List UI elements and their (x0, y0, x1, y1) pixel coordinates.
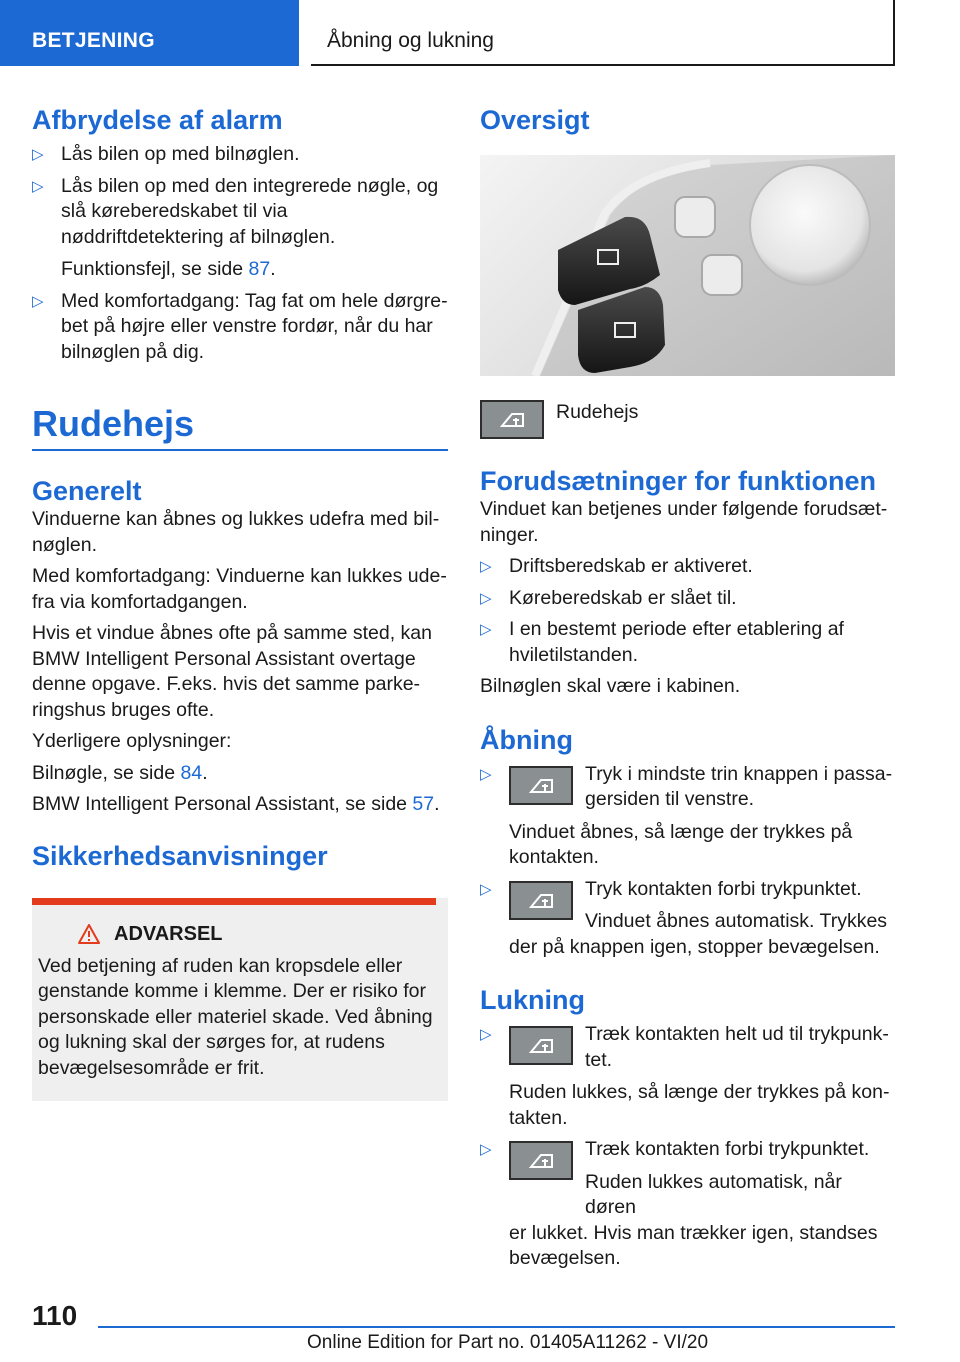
paragraph: Hvis et vindue åbnes ofte på samme sted, kan BMW Intelligent Personal Assistant overtage denne opgave. F.eks. hvis det samme parkeringshus bruges ofte. (32, 622, 432, 721)
warning-title: ADVARSEL (114, 922, 223, 945)
triangle-right-icon: ▷ (480, 589, 492, 607)
page-link-84[interactable]: 84 (180, 761, 203, 784)
forud-list (480, 554, 895, 668)
right-column (480, 100, 895, 1272)
alarm-list (32, 142, 448, 365)
page-header (311, 0, 895, 66)
list-item: ▷ Køreberedskab er slået til. (480, 586, 895, 612)
list-item: ▷ Driftsberedskab er aktiveret. (480, 554, 895, 580)
forud-heading: Forudsætninger for funktionen (480, 466, 876, 496)
list-item: ▷ Lås bilen op med den integrerede nøgle, og slå køreberedskabet til via nøddriftdetektering af bilnøglen. Funktionsfejl, se side 87. (32, 174, 448, 283)
triangle-right-icon: ▷ (32, 146, 44, 163)
section-label: BETJENING (32, 29, 155, 52)
lukning-list (480, 1022, 895, 1272)
footer-divider (98, 1326, 895, 1328)
safety-heading: Sikkerhedsanvisninger (32, 840, 328, 871)
triangle-right-icon: ▷ (480, 880, 492, 898)
rudehejs-heading: Rudehejs (32, 403, 195, 444)
paragraph: Bilnøglen skal være i kabinen. (480, 675, 741, 697)
page-link-87[interactable]: 87 (248, 258, 271, 280)
triangle-right-icon: ▷ (480, 558, 492, 575)
fault-reference: Funktionsfejl, se side 87. (61, 258, 276, 280)
generelt-heading: Generelt (32, 476, 142, 506)
reference-bilnoegle: Bilnøgle, se side 84. (32, 761, 208, 784)
list-item: ▷ Træk kontakten forbi trykpunktet. Ruden lukkes automatisk, når døren er lukket. Hvis man trækker igen, standses bevægelsen. (480, 1138, 878, 1269)
triangle-right-icon: ▷ (480, 765, 492, 783)
divider (32, 449, 448, 451)
triangle-right-icon: ▷ (480, 1141, 492, 1158)
lukning-heading: Lukning (480, 985, 585, 1015)
window-switch-icon (509, 1141, 573, 1180)
window-switch-icon (480, 400, 544, 439)
triangle-right-icon: ▷ (480, 621, 492, 638)
edition-note: Online Edition for Part no. 01405A11262 - VI/20 (307, 1332, 709, 1353)
warning-bar (32, 898, 436, 905)
list-item: ▷ I en bestemt periode efter etablering af hviletilstanden. (480, 618, 844, 666)
list-item: ▷ Med komfortadgang: Tag fat om hele dørgrebet på højre eller venstre fordør, når du har bilnøglen på dig. (32, 289, 448, 363)
paragraph: Yderligere oplysninger: (32, 730, 232, 752)
window-switch-photo (480, 155, 895, 376)
triangle-right-icon: ▷ (480, 1026, 492, 1043)
page-number: 110 (32, 1300, 78, 1331)
alarm-heading: Afbrydelse af alarm (32, 105, 283, 135)
list-item: ▷ Tryk kontakten forbi trykpunktet. Vinduet åbnes automatisk. Trykkes der på knappen igen, stopper bevægelsen. (480, 877, 888, 958)
oversigt-heading: Oversigt (480, 105, 590, 135)
window-switch-icon (509, 766, 573, 805)
page-link-57[interactable]: 57 (412, 793, 435, 815)
window-switch-icon (509, 1026, 573, 1065)
reference-assistant: BMW Intelligent Personal Assistant, se side 57. (32, 793, 440, 815)
paragraph: Vinduet kan betjenes under følgende forudsætninger. (480, 498, 888, 546)
warning-text: Ved betjening af ruden kan kropsdele eller genstande komme i klemme. Der er risiko for personskade eller materiel skade. Ved åbning og lukning skal der sørges for, at rudens bevægelsesområde er frit. (38, 954, 433, 1079)
rudehejs-legend (480, 396, 895, 439)
warning-triangle-icon (78, 924, 100, 944)
triangle-right-icon: ▷ (32, 292, 44, 310)
list-item: ▷ Lås bilen op med bilnøglen. (32, 142, 448, 168)
warning-box (32, 898, 448, 1102)
section-tab (0, 0, 299, 66)
triangle-right-icon: ▷ (32, 177, 44, 195)
window-switch-icon (509, 881, 573, 920)
aabning-list (480, 762, 895, 961)
paragraph: Med komfortadgang: Vinduerne kan lukkes udefra via komfortadgangen. (32, 565, 447, 613)
list-item: ▷ Tryk i mindste trin knappen i passagersiden til venstre. Vinduet åbnes, så længe der trykkes på kontakten. (480, 762, 893, 868)
icon-caption: Rudehejs (556, 401, 639, 423)
page-header-title: Åbning og lukning (327, 29, 494, 52)
left-column (32, 100, 448, 1101)
aabning-heading: Åbning (480, 724, 573, 755)
list-item: ▷ Træk kontakten helt ud til trykpunktet. Ruden lukkes, så længe der trykkes på kontakten. (480, 1023, 890, 1129)
paragraph: Vinduerne kan åbnes og lukkes udefra med bilnøglen. (32, 508, 440, 556)
